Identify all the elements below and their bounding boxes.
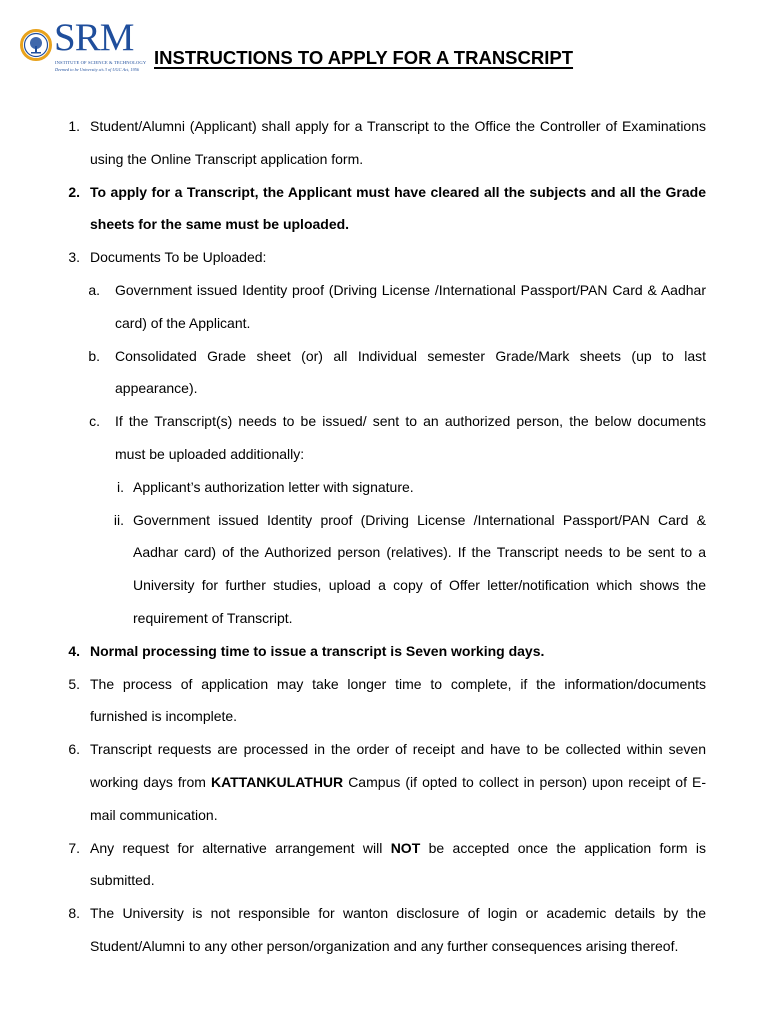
item-number: 6. xyxy=(68,741,80,758)
item-text: Student/Alumni (Applicant) shall apply for a Transcript to the Office the Controller of Examinations using the Online Transcript application form. xyxy=(90,118,706,167)
list-item xyxy=(0,110,768,176)
item-text: The process of application may take longer time to complete, if the information/documents furnished is incomplete. xyxy=(90,675,706,725)
item-number: 7. xyxy=(68,839,80,856)
item-number: 3. xyxy=(68,249,80,266)
sub-sub-list-item xyxy=(0,471,768,504)
srm-emblem-icon xyxy=(20,14,54,76)
item-letter: c. xyxy=(89,413,100,430)
logo-tagline: Deemed to be University u/s 3 of UGC Act, 1956 xyxy=(55,67,139,72)
item-number: 8. xyxy=(68,905,80,922)
item-roman: i. xyxy=(117,478,124,495)
sub-list-item xyxy=(0,340,768,406)
logo-subtitle: INSTITUTE OF SCIENCE & TECHNOLOGY xyxy=(55,60,147,65)
list-item xyxy=(0,733,768,831)
item-text: To apply for a Transcript, the Applicant must have cleared all the subjects and all the Grade sheets for the same must be uploaded. xyxy=(90,183,706,233)
campus-name: KATTANKULATHUR xyxy=(210,773,344,790)
item-text: Government issued Identity proof (Driving License /International Passport/PAN Card & Aadhar card) of the Authorized person (relatives). If the Transcript needs to be sent to a University for further studies, upload a copy of Offer letter/notification which shows the requirement of Transcript. xyxy=(133,511,706,626)
list-item xyxy=(0,668,768,734)
emphasis-not: NOT xyxy=(390,839,421,856)
item-text-end: Campus (if opted to collect in person) upon receipt of E-mail communication. xyxy=(90,773,707,823)
sub-list-item xyxy=(0,405,768,471)
item-text xyxy=(90,832,706,898)
item-number: 2. xyxy=(68,183,80,200)
item-text: Consolidated Grade sheet (or) all Individual semester Grade/Mark sheets (up to last appearance). xyxy=(115,347,706,397)
list-item xyxy=(0,832,768,898)
logo-wordmark: SRM xyxy=(54,16,134,59)
instructions-list xyxy=(0,110,768,963)
list-item xyxy=(0,635,768,668)
item-text-start: Any request for alternative arrangement will xyxy=(90,839,391,856)
item-text-end: be accepted once the application form is submitted. xyxy=(90,839,706,889)
item-text: Normal processing time to issue a transcript is Seven working days. xyxy=(90,642,545,659)
list-item xyxy=(0,241,768,274)
item-text: Applicant’s authorization letter with signature. xyxy=(133,478,414,495)
item-text: Government issued Identity proof (Driving License /International Passport/PAN Card & Aadhar card) of the Applicant. xyxy=(115,281,706,331)
item-text: Documents To be Uploaded: xyxy=(90,249,267,266)
item-letter: a. xyxy=(88,281,100,298)
sub-sub-list-item xyxy=(0,504,768,635)
item-number: 1. xyxy=(68,118,80,134)
item-text xyxy=(90,733,706,831)
item-roman: ii. xyxy=(113,511,124,528)
sub-list-item xyxy=(0,274,768,340)
item-text: The University is not responsible for wanton disclosure of login or academic details by the Student/Alumni to any other person/organization and any further consequences arising thereof. xyxy=(90,905,706,954)
list-item xyxy=(0,897,768,963)
page-title: INSTRUCTIONS TO APPLY FOR A TRANSCRIPT xyxy=(154,47,574,68)
item-text-start: Transcript requests are processed in the order of receipt and have to be collected within seven working days from xyxy=(90,741,706,790)
srm-logo xyxy=(20,14,147,76)
list-item xyxy=(0,176,768,242)
item-letter: b. xyxy=(88,347,100,364)
item-text: If the Transcript(s) needs to be issued/ sent to an authorized person, the below documents must be uploaded additionally: xyxy=(115,413,706,462)
item-number: 5. xyxy=(68,675,80,692)
item-number: 4. xyxy=(68,642,80,659)
